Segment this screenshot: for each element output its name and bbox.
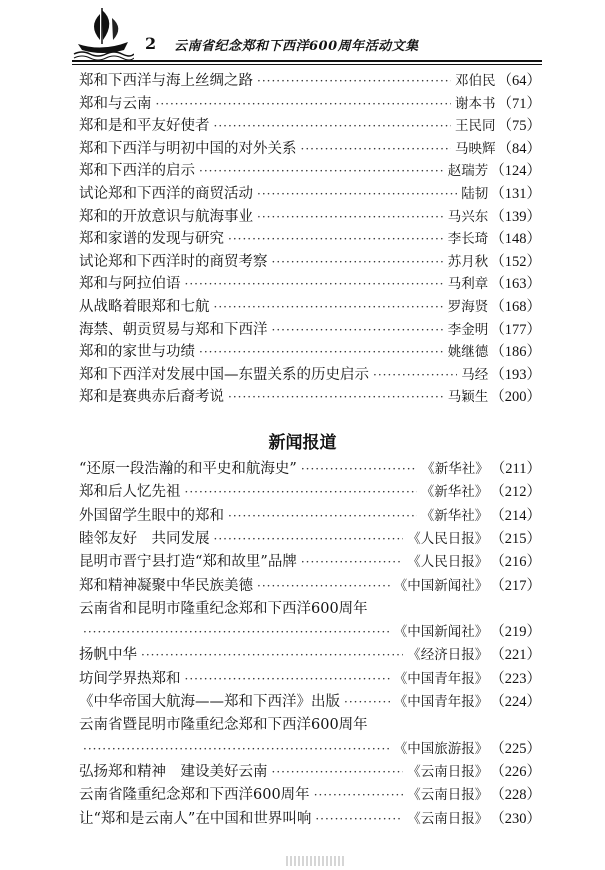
toc-entry-page: （124） (490, 163, 541, 180)
toc-entry-author: 马颖生 (447, 389, 489, 406)
toc-entry-author: 《经济日报》 (407, 647, 489, 664)
toc-entry-author: 《中国旅游报》 (393, 740, 489, 757)
running-header-title: 云南省纪念郑和下西洋600周年活动文集 (174, 39, 419, 54)
toc-entry-author: 《新华社》 (421, 461, 489, 477)
toc-entry-title: 云南省和昆明市隆重纪念郑和下西洋600周年 (79, 600, 368, 617)
toc-leader-dots (83, 738, 390, 760)
toc-entry-title: 郑和是和平友好使者 (79, 118, 210, 135)
page-number: 2 (145, 34, 157, 53)
toc-entry-title: 郑和与云南 (79, 95, 152, 112)
toc-entry (79, 761, 541, 783)
toc-entry (79, 70, 541, 92)
toc-entry-author: 《人民日报》 (407, 554, 489, 571)
toc-entry-title: 郑和与阿拉伯语 (79, 276, 181, 293)
toc-leader-dots (199, 341, 444, 363)
toc-entry-title: 昆明市晋宁县打造“郑和故里”品牌 (79, 554, 297, 571)
toc-leader-dots (185, 273, 444, 295)
toc-entry-page: （84） (497, 140, 541, 157)
toc-entry-page: （223） (490, 670, 541, 687)
toc-leader-dots (141, 644, 403, 666)
toc-leader-dots (228, 386, 444, 408)
toc-entry-title: 试论郑和下西洋的商贸活动 (79, 186, 253, 202)
toc-entry (79, 183, 541, 205)
toc-entry-title: 让“郑和是云南人”在中国和世界叫响 (79, 810, 312, 827)
toc-entry-page: （216） (490, 554, 541, 571)
toc-entry-author: 王民同 (455, 118, 496, 135)
toc-entry-author: 马利章 (447, 276, 489, 293)
toc-entry-author: 苏月秋 (447, 253, 489, 270)
toc-entry-page: （217） (490, 577, 541, 594)
toc-entry-page: （224） (490, 694, 541, 710)
toc-entry-title: 郑和的开放意识与航海事业 (79, 208, 253, 225)
toc-entry (79, 319, 541, 341)
toc-entry-title: 从战略着眼郑和七航 (79, 299, 210, 315)
toc-entry-page: （75） (497, 118, 541, 135)
toc-leader-dots (301, 551, 403, 573)
toc-entry-title: 外国留学生眼中的郑和 (79, 507, 224, 524)
toc-entry-page: （186） (490, 344, 541, 361)
toc-leader-dots (185, 668, 390, 690)
toc-entry-author: 赵瑞芳 (447, 163, 489, 180)
toc-entry-title: 郑和下西洋的启示 (79, 163, 195, 180)
toc-entry-author: 邓伯民 (455, 73, 496, 89)
page-header (0, 0, 605, 70)
toc-entry-author: 罗海贤 (447, 299, 489, 315)
toc-entry-page: （64） (497, 73, 541, 89)
toc-leader-dots (185, 481, 417, 503)
toc-entry-title: 睦邻友好 共同发展 (79, 530, 210, 547)
toc-entry-author: 谢本书 (455, 95, 496, 112)
toc-entry-page: （211） (490, 461, 541, 477)
toc-entry-title: 郑和精神凝聚中华民族美德 (79, 577, 253, 594)
toc-entry-title: 海禁、朝贡贸易与郑和下西洋 (79, 321, 268, 338)
toc-entry-page: （139） (490, 208, 541, 225)
toc-entry-author: 《云南日报》 (407, 787, 489, 804)
toc-entry (79, 575, 541, 597)
toc-entry-title: 郑和后人忆先祖 (79, 484, 181, 501)
toc-leader-dots (314, 784, 404, 806)
toc-entry (79, 481, 541, 503)
toc-entry-page: （215） (490, 530, 541, 547)
toc-entry (79, 458, 541, 480)
toc-entry-author: 《中国新闻社》 (393, 624, 489, 641)
sailing-ship-logo-icon (72, 4, 134, 60)
toc-entry (79, 341, 541, 363)
toc-entry (79, 296, 541, 318)
toc-entry-title: 云南省暨昆明市隆重纪念郑和下西洋600周年 (79, 717, 368, 734)
toc-entry-author: 《云南日报》 (407, 763, 489, 780)
toc-entry-author: 马经 (461, 366, 489, 383)
toc-entry (79, 621, 541, 643)
toc-entry-page: （230） (490, 810, 541, 827)
toc-entry-page: （200） (490, 389, 541, 406)
toc-entry-title: 坊间学界热郑和 (79, 670, 181, 687)
toc-entry-page: （193） (490, 366, 541, 383)
toc-entry (79, 598, 541, 620)
toc-entry-author: 马映辉 (455, 140, 496, 157)
toc-entry-page: （228） (490, 787, 541, 804)
toc-leader-dots (214, 115, 452, 137)
toc-entry (79, 160, 541, 182)
toc-entry-author: 姚继德 (447, 344, 489, 361)
toc-leader-dots (214, 528, 404, 550)
toc-entry-title: 郑和的家世与功绩 (79, 344, 195, 361)
toc-entry (79, 273, 541, 295)
toc-entry-author: 《人民日报》 (407, 530, 489, 547)
toc-entry-author: 《中国青年报》 (393, 694, 489, 710)
toc-entry (79, 115, 541, 137)
toc-entry-page: （226） (490, 763, 541, 780)
toc-leader-dots (301, 458, 417, 480)
toc-entry-author: 马兴东 (447, 208, 489, 225)
toc-leader-dots (272, 251, 444, 273)
toc-entry-page: （163） (490, 276, 541, 293)
toc-entry-title: 云南省隆重纪念郑和下西洋600周年 (79, 787, 310, 804)
toc-leader-dots (344, 691, 390, 713)
toc-leader-dots (257, 206, 444, 228)
toc-entry-author: 《中国青年报》 (393, 670, 489, 687)
toc-entry (79, 691, 541, 713)
toc-entry-page: （177） (490, 321, 541, 338)
toc-entry-page: （71） (497, 95, 541, 112)
toc-entry-author: 《新华社》 (420, 484, 489, 501)
toc-entry (79, 784, 541, 806)
toc-entry (79, 644, 541, 666)
toc-entry (79, 528, 541, 550)
toc-leader-dots (257, 70, 451, 92)
toc-entry-page: （225） (490, 740, 541, 757)
toc-leader-dots (156, 93, 452, 115)
toc-entry-page: （148） (490, 231, 541, 248)
scan-smudge (286, 856, 344, 866)
toc-entry-page: （131） (490, 186, 541, 202)
toc-leader-dots (257, 575, 390, 597)
header-rule-thick (72, 60, 542, 62)
toc-entry (79, 251, 541, 273)
toc-entry-author: 李金明 (447, 321, 489, 338)
toc-entry-page: （221） (490, 647, 541, 664)
toc-entry-title: 扬帆中华 (79, 647, 137, 664)
toc-entry (79, 364, 541, 386)
toc-entry-author: 李长琦 (447, 231, 489, 248)
toc-leader-dots (301, 138, 452, 160)
toc-entry-title: “还原一段浩瀚的和平史和航海史” (79, 461, 297, 477)
toc-entry-page: （212） (490, 484, 541, 501)
toc-leader-dots (199, 160, 444, 182)
toc-entry (79, 551, 541, 573)
toc-entry (79, 386, 541, 408)
toc-entry-author: 陆韧 (461, 186, 489, 202)
toc-leader-dots (272, 761, 404, 783)
toc-entry-title: 试论郑和下西洋时的商贸考察 (79, 253, 268, 270)
toc-entry-title: 郑和家谱的发现与研究 (79, 231, 224, 248)
toc-entry-title: 《中华帝国大航海——郑和下西洋》出版 (79, 694, 340, 710)
toc-entry-page: （219） (490, 624, 541, 641)
toc-entry-title: 郑和下西洋对发展中国—东盟关系的历史启示 (79, 366, 369, 383)
toc-entry (79, 738, 541, 760)
toc-entry-title: 弘扬郑和精神 建设美好云南 (79, 763, 268, 780)
toc-entry-page: （152） (490, 253, 541, 270)
toc-entry (79, 206, 541, 228)
toc-entry (79, 93, 541, 115)
toc-entry (79, 505, 541, 527)
toc-leader-dots (373, 364, 457, 386)
toc-entry-author: 《云南日报》 (407, 810, 489, 827)
toc-entry (79, 808, 541, 830)
toc-leader-dots (83, 621, 390, 643)
toc-entry-title: 郑和下西洋与海上丝绸之路 (79, 73, 253, 89)
toc-entry (79, 138, 541, 160)
toc-entry-author: 《中国新闻社》 (393, 577, 489, 594)
toc-leader-dots (214, 296, 444, 318)
toc-entry-page: （214） (490, 507, 541, 524)
toc-leader-dots (272, 319, 444, 341)
toc-entry-title: 郑和下西洋与明初中国的对外关系 (79, 140, 297, 157)
toc-entry-author: 《新华社》 (420, 507, 489, 524)
toc-leader-dots (228, 228, 444, 250)
toc-entry-page: （168） (490, 299, 541, 315)
header-rule-thin (72, 64, 542, 65)
toc-leader-dots (315, 808, 403, 830)
section-heading-news: 新闻报道 (268, 433, 337, 453)
toc-entry (79, 714, 541, 736)
toc-entry (79, 228, 541, 250)
toc-entry-title: 郑和是赛典赤后裔考说 (79, 389, 224, 406)
toc-leader-dots (228, 505, 417, 527)
toc-leader-dots (257, 183, 457, 205)
toc-entry (79, 668, 541, 690)
